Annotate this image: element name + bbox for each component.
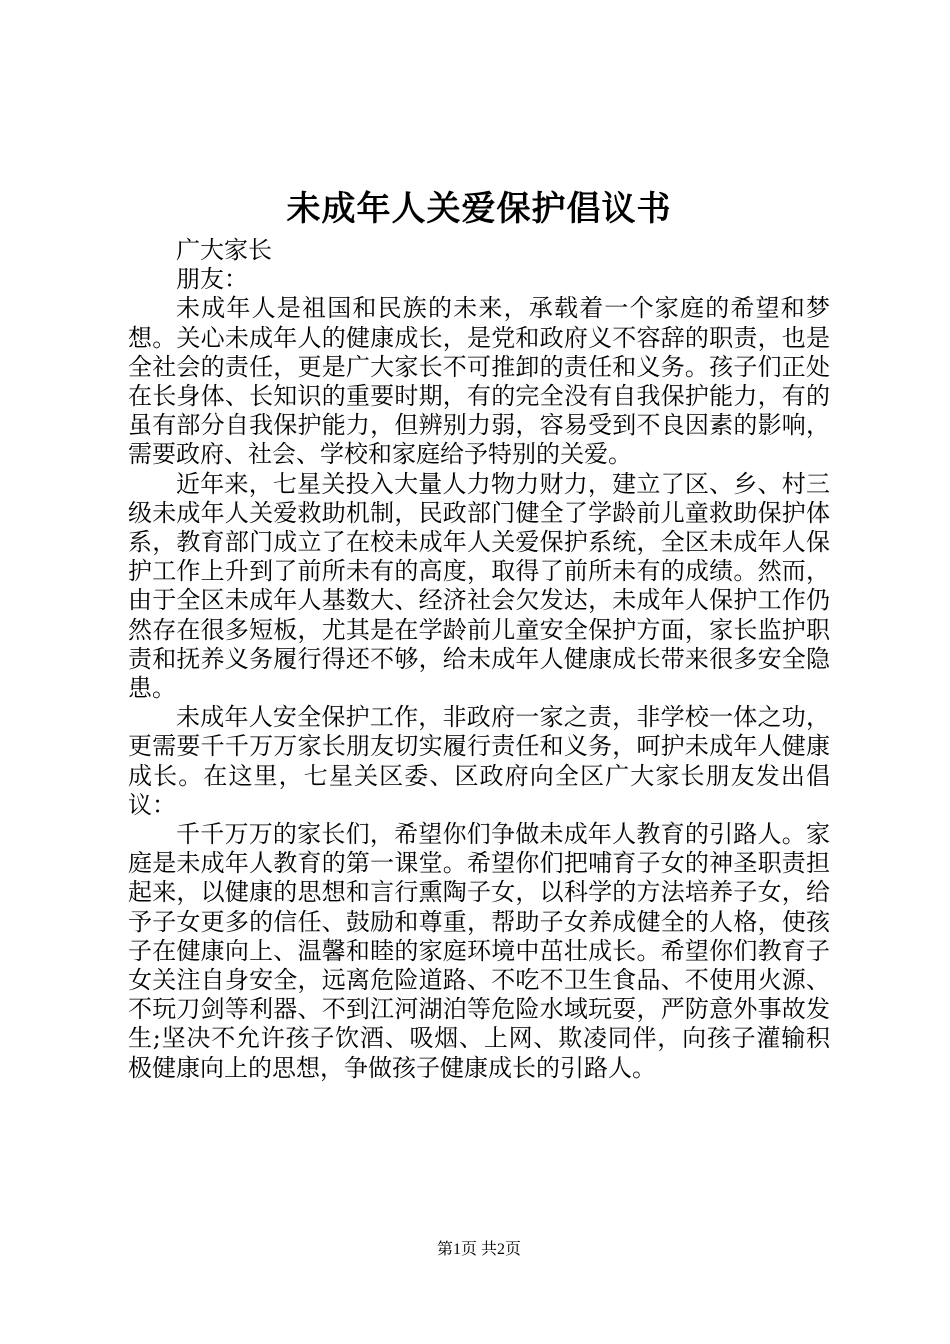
paragraph-4: 千千万万的家长们，希望你们争做未成年人教育的引路人。家庭是未成年人教育的第一课堂。希望你们把哺育子女的神圣职责担起来，以健康的思想和言行熏陶子女，以科学的方法培养子女，给予子女更多的信任、鼓励和尊重，帮助子女养成健全的人格，使孩子在健康向上、温馨和睦的家庭环境中茁壮成长。希望你们教育子女关注自身安全，远离危险道路、不吃不卫生食品、不使用火源、不玩刀剑等利器、不到江河湖泊等危险水域玩耍，严防意外事故发生;坚决不允许孩子饮酒、吸烟、上网、欺凌同伴，向孩子灌输积极健康向上的思想，争做孩子健康成长的引路人。 — [128, 820, 830, 1082]
document-body — [128, 236, 830, 1083]
salutation-line-1: 广大家长 — [176, 236, 272, 264]
paragraph-2: 近年来，七星关投入大量人力物力财力，建立了区、乡、村三级未成年人关爱救助机制，民政部门健全了学龄前儿童救助保护体系，教育部门成立了在校未成年人关爱保护系统，全区未成年人保护工作上升到了前所未有的高度，取得了前所未有的成绩。然而，由于全区未成年人基数大、经济社会欠发达，未成年人保护工作仍然存在很多短板，尤其是在学龄前儿童安全保护方面，家长监护职责和抚养义务履行得还不够，给未成年人健康成长带来很多安全隐患。 — [128, 469, 830, 703]
salutation-line-2: 朋友： — [176, 265, 248, 294]
paragraph-3: 未成年人安全保护工作，非政府一家之责，非学校一体之功，更需要千千万万家长朋友切实履行责任和义务，呵护未成年人健康成长。在这里，七星关区委、区政府向全区广大家长朋友发出倡议： — [128, 703, 830, 819]
paragraph-1: 未成年人是祖国和民族的未来，承载着一个家庭的希望和梦想。关心未成年人的健康成长，是党和政府义不容辞的职责，也是全社会的责任，更是广大家长不可推卸的责任和义务。孩子们正处在长身体、长知识的重要时期，有的完全没有自我保护能力，有的虽有部分自我保护能力，但辨别力弱，容易受到不良因素的影响，需要政府、社会、学校和家庭给予特别的关爱。 — [128, 294, 830, 469]
document-title: 未成年人关爱保护倡议书 — [286, 189, 672, 229]
document-page — [128, 0, 830, 1344]
page-number-footer: 第1页 共2页 — [436, 1241, 521, 1258]
